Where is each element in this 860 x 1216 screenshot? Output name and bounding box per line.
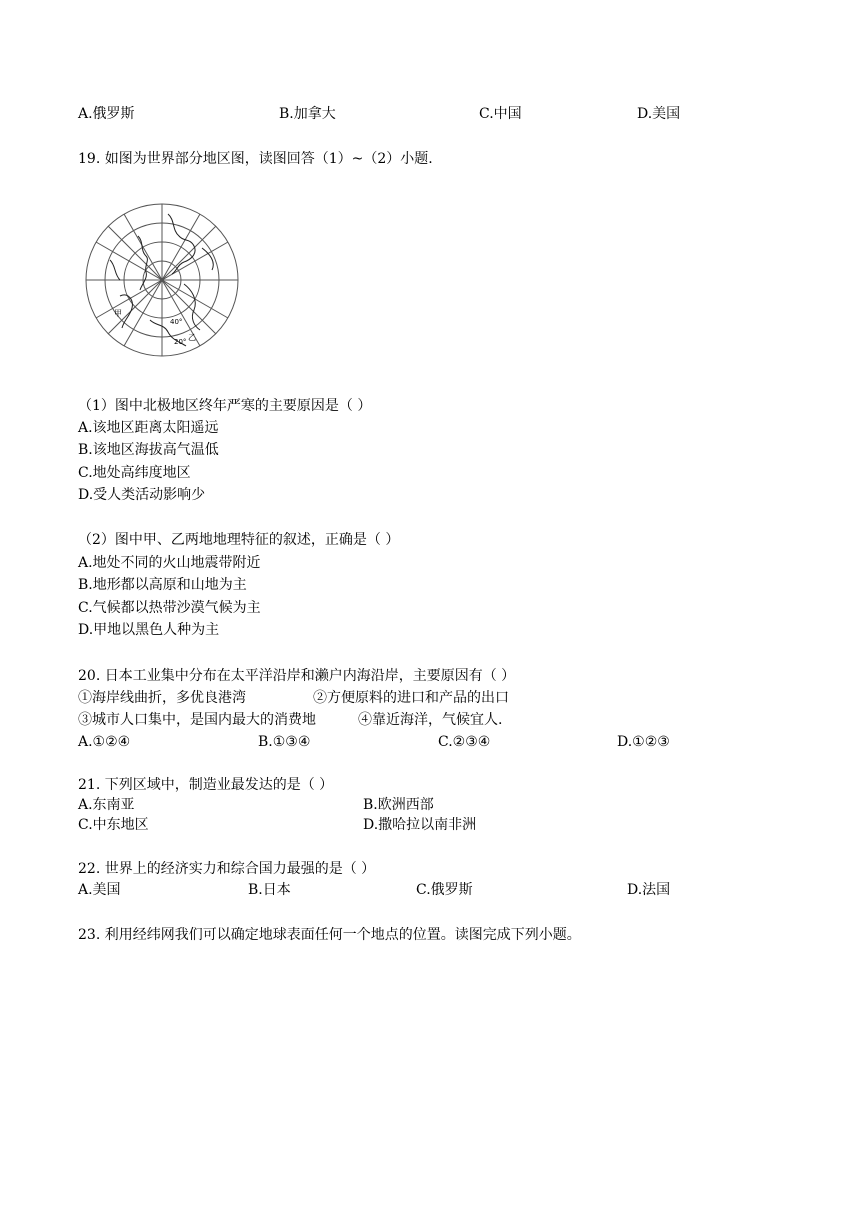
- map-label-lat20: 20°: [174, 338, 187, 346]
- q19-sub1-option-c: C.地处高纬度地区: [78, 465, 191, 481]
- q22-option-a: A.美国: [78, 882, 121, 898]
- q18-option-b: B.加拿大: [279, 106, 336, 122]
- q22-option-d: D.法国: [627, 882, 671, 898]
- q19-sub2-option-b: B.地形都以高原和山地为主: [78, 577, 247, 593]
- map-label-lat40: 40°: [170, 318, 183, 326]
- q19-sub2-option-c: C.气候都以热带沙漠气候为主: [78, 600, 261, 616]
- q20-item-4: ④靠近海洋，气候宜人.: [358, 712, 503, 728]
- map-label-yi: 乙: [188, 333, 196, 342]
- q21-option-b: B.欧洲西部: [363, 797, 434, 813]
- q19-sub2-option-a: A.地处不同的火山地震带附近: [78, 555, 261, 571]
- q20-option-a: A.①②④: [78, 734, 131, 750]
- q21-stem: 21. 下列区域中，制造业最发达的是（ ）: [78, 777, 334, 793]
- q19-sub1-option-b: B.该地区海拔高气温低: [78, 442, 219, 458]
- polar-projection-map: [80, 200, 245, 360]
- q20-option-c: C.②③④: [438, 734, 491, 750]
- q18-option-d: D.美国: [637, 106, 681, 122]
- map-label-jia: 甲: [114, 309, 122, 318]
- q19-sub1-option-d: D.受人类活动影响少: [78, 487, 206, 503]
- q20-item-2: ②方便原料的进口和产品的出口: [313, 690, 509, 706]
- q19-sub2-option-d: D.甲地以黑色人种为主: [78, 622, 220, 638]
- q22-option-c: C.俄罗斯: [416, 882, 473, 898]
- q22-stem: 22. 世界上的经济实力和综合国力最强的是（ ）: [78, 861, 376, 877]
- q21-option-d: D.撒哈拉以南非洲: [363, 817, 477, 833]
- q22-option-b: B.日本: [248, 882, 291, 898]
- q20-option-d: D.①②③: [617, 734, 670, 750]
- q20-stem: 20. 日本工业集中分布在太平洋沿岸和濑户内海沿岸，主要原因有（ ）: [78, 668, 516, 684]
- q18-option-c: C.中国: [479, 106, 522, 122]
- q18-option-a: A.俄罗斯: [78, 106, 135, 122]
- q19-stem: 19. 如图为世界部分地区图，读图回答（1）~（2）小题.: [78, 151, 433, 167]
- q23-stem: 23. 利用经纬网我们可以确定地球表面任何一个地点的位置。读图完成下列小题。: [78, 927, 581, 943]
- q20-item-1: ①海岸线曲折，多优良港湾: [78, 690, 246, 706]
- q19-sub2-stem: （2）图中甲、乙两地地理特征的叙述，正确是（ ）: [78, 532, 400, 548]
- q20-option-b: B.①③④: [258, 734, 311, 750]
- q21-option-a: A.东南亚: [78, 797, 135, 813]
- q19-sub1-option-a: A.该地区距离太阳遥远: [78, 420, 219, 436]
- q20-item-3: ③城市人口集中，是国内最大的消费地: [78, 712, 316, 728]
- q21-option-c: C.中东地区: [78, 817, 149, 833]
- q19-sub1-stem: （1）图中北极地区终年严寒的主要原因是（ ）: [78, 398, 372, 414]
